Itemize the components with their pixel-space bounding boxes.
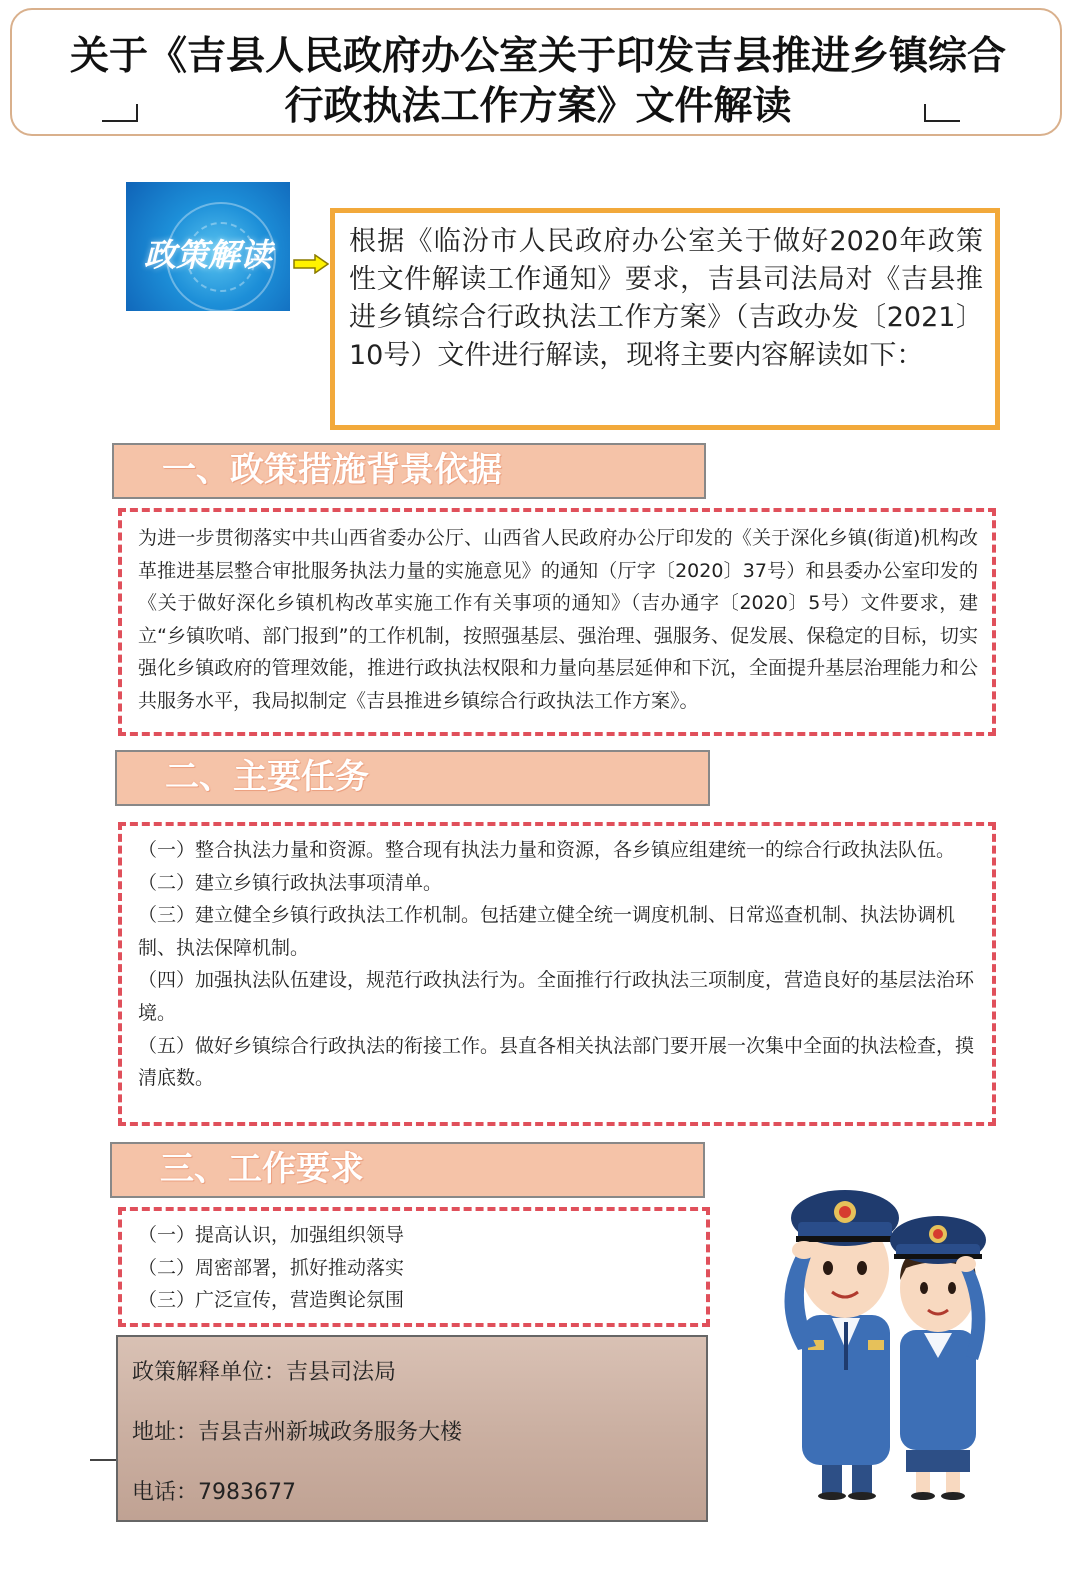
task-item: （四）加强执法队伍建设，规范行政执法行为。全面推行行政执法三项制度，营造良好的基层法治环境。: [138, 969, 975, 1024]
contact-phone: 电话：7983677: [132, 1480, 296, 1505]
male-officer-icon: [784, 1190, 899, 1500]
corner-bracket-right-icon: [924, 104, 960, 122]
task-item: （一）整合执法力量和资源。整合现有执法力量和资源，各乡镇应组建统一的综合行政执法队伍。: [138, 839, 956, 861]
page-title: [32, 32, 1044, 132]
section-3-content: [118, 1207, 710, 1327]
corner-bracket-left-icon: [102, 104, 138, 122]
requirement-item: （三）广泛宣传，营造舆论氛围: [138, 1289, 405, 1312]
female-officer-icon: [890, 1216, 986, 1500]
requirement-item: （一）提高认识，加强组织领导: [138, 1224, 405, 1246]
title-line-2: 行政执法工作方案》文件解读: [284, 84, 792, 129]
intro-box: [330, 208, 1000, 430]
requirement-item: （二）周密部署，抓好推动落实: [138, 1256, 405, 1279]
section-1-body: 为进一步贯彻落实中共山西省委办公厅、山西省人民政府办公厅印发的《关于深化乡镇(街道)机构改革推进基层整合审批服务执法力量的实施意见》的通知（厅字〔2020〕37号）和县委办公室印发的《关于做好深化乡镇机构改革实施工作有关事项的通知》（吉办通字〔2020〕5号）文件要求，建立“乡镇吹哨、部门报到”的工作机制，按照强基层、强治理、强服务、促发展、保稳定的目标，切实强化乡镇政府的管理效能，推进行政执法权限和力量向基层延伸和下沉，全面提升基层治理能力和公共服务水平，我局拟制定《吉县推进乡镇综合行政执法工作方案》。: [138, 527, 978, 712]
section-1-content: [118, 508, 996, 736]
section-2-content: [118, 822, 996, 1126]
divider-tick: [90, 1459, 118, 1461]
intro-text: 根据《临汾市人民政府办公室关于做好2020年政策性文件解读工作通知》要求，吉县司法局对《吉县推进乡镇综合行政执法工作方案》（吉政办发〔2021〕10号）文件进行解读，现将主要内容解读如下：: [349, 226, 983, 371]
task-item: （五）做好乡镇综合行政执法的衔接工作。县直各相关执法部门要开展一次集中全面的执法检查，摸清底数。: [138, 1034, 975, 1090]
policy-interpretation-badge: [126, 182, 290, 311]
arrow-right-icon: [293, 254, 329, 274]
contact-unit: 政策解释单位：吉县司法局: [132, 1360, 397, 1385]
section-1-heading: 一、政策措施背景依据: [162, 450, 502, 490]
contact-info-box: [116, 1335, 708, 1522]
contact-address: 地址：吉县吉州新城政务服务大楼: [132, 1420, 463, 1445]
section-2-header: [115, 750, 710, 806]
section-3-header: [110, 1142, 705, 1198]
section-3-heading: 三、工作要求: [160, 1149, 364, 1189]
title-frame: [10, 8, 1062, 136]
task-item: （三）建立健全乡镇行政执法工作机制。包括建立健全统一调度机制、日常巡查机制、执法协调机制、执法保障机制。: [138, 904, 956, 959]
task-item: （二）建立乡镇行政执法事项清单。: [138, 871, 443, 894]
section-1-header: [112, 443, 706, 499]
title-line-1: 关于《吉县人民政府办公室关于印发吉县推进乡镇综合: [69, 34, 1006, 79]
section-2-heading: 二、主要任务: [165, 757, 369, 797]
two-officers-saluting-icon: [760, 1150, 990, 1500]
badge-label: 政策解读: [143, 236, 272, 274]
